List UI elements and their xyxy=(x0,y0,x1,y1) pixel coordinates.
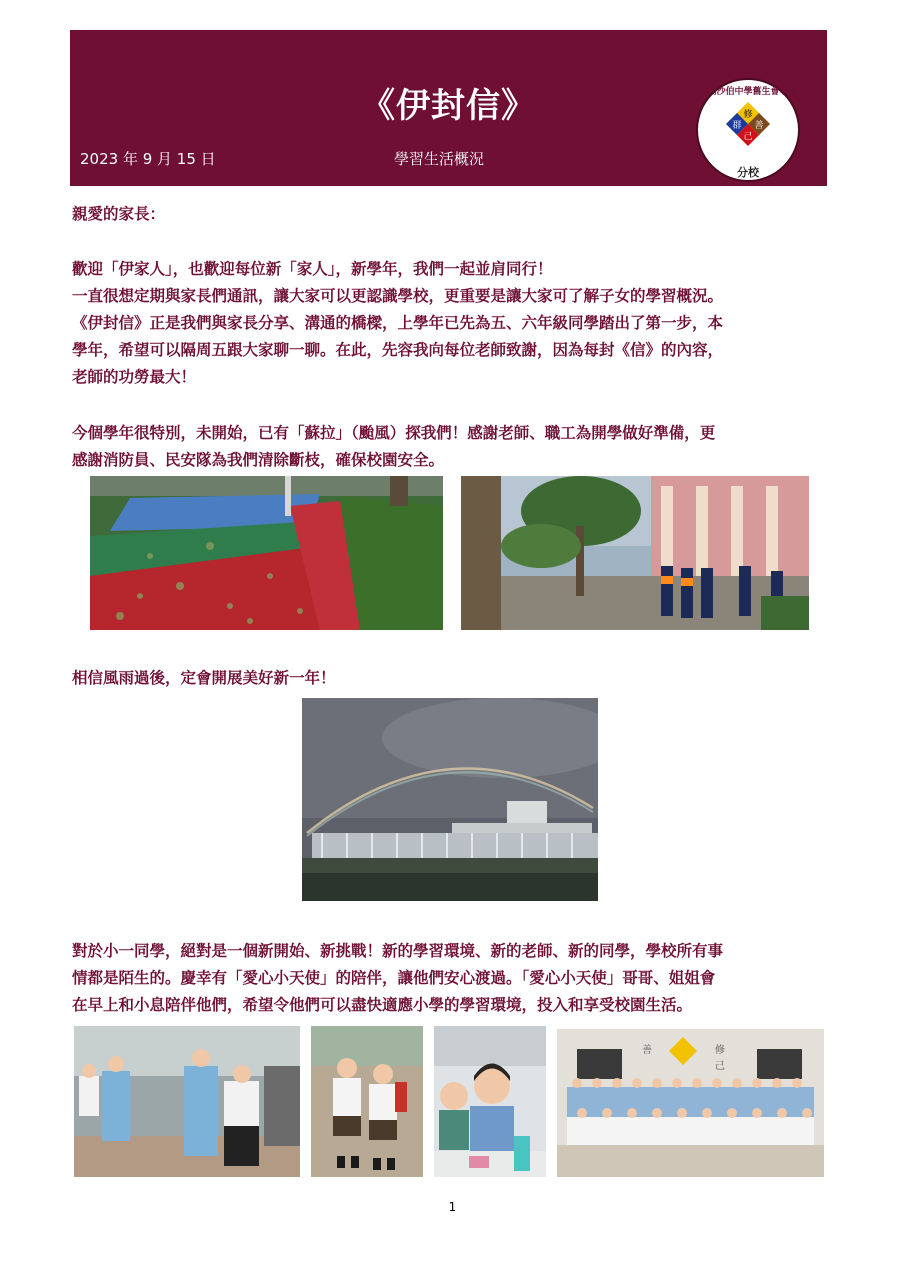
issue-date: 2023 年 9 月 15 日 xyxy=(80,150,216,168)
school-logo xyxy=(696,78,800,182)
paragraph-line: 老師的功勞最大！ xyxy=(72,368,197,386)
photo-group-class xyxy=(557,1029,824,1177)
paragraph-line: 《伊封信》正是我們與家長分享、溝通的橋樑，上學年已先為五、六年級同學踏出了第一步，本 xyxy=(72,314,724,332)
photo-angels-escorting xyxy=(74,1026,300,1177)
svg-text:群: 群 xyxy=(732,121,742,131)
svg-text:善: 善 xyxy=(754,121,764,131)
welcome-paragraph xyxy=(72,256,832,391)
svg-text:己: 己 xyxy=(743,132,753,142)
paragraph-line: 今個學年很特別，未開始，已有「蘇拉」（颱風）探我們！感謝老師、職工為開學做好準備，更 xyxy=(72,424,716,442)
group-sign-char: 善 xyxy=(642,1045,652,1056)
paragraph-line: 歡迎「伊家人」，也歡迎每位新「家人」，新學年，我們一起並肩同行！ xyxy=(72,260,553,278)
paragraph-line: 感謝消防員、民安隊為我們清除斷枝，確保校園安全。 xyxy=(72,451,445,469)
paragraph-line: 在早上和小息陪伴他們，希望令他們可以盡快適應小學的學習環境，投入和享受校園生活。 xyxy=(72,996,693,1014)
photo-student-classroom xyxy=(434,1026,546,1177)
logo-ring-text: 伊利沙伯中學舊生會小學 xyxy=(698,87,798,97)
group-sign-char: 修 xyxy=(715,1045,725,1056)
svg-text:修: 修 xyxy=(743,110,753,120)
paragraph-line: 情都是陌生的。慶幸有「愛心小天使」的陪伴，讓他們安心渡過。「愛心小天使」哥哥、姐姐會 xyxy=(72,969,716,987)
paragraph-line: 學年，希望可以隔周五跟大家聊一聊。在此，先容我向每位老師致謝，因為每封《信》的內容， xyxy=(72,341,724,359)
paragraph-line: 一直很想定期與家長們通訊，讓大家可以更認識學校，更重要是讓大家可了解子女的學習概況。 xyxy=(72,287,724,305)
logo-branch-text: 分校 xyxy=(737,166,759,179)
page-number: 1 xyxy=(448,1200,457,1214)
photo-new-students xyxy=(311,1026,423,1177)
issue-subtitle: 學習生活概況 xyxy=(394,150,485,168)
photo-firefighters-clearing xyxy=(461,476,809,630)
greeting: 親愛的家長： xyxy=(72,205,166,223)
group-sign-char: 己 xyxy=(715,1061,725,1072)
newsletter-title: 《伊封信》 xyxy=(361,86,536,126)
paragraph-line: 對於小一同學，絕對是一個新開始、新挑戰！新的學習環境、新的老師、新的同學，學校所有事 xyxy=(72,942,724,960)
typhoon-paragraph xyxy=(72,420,832,474)
p1-students-paragraph xyxy=(72,938,832,1019)
photo-typhoon-playground xyxy=(90,476,443,630)
hope-paragraph: 相信風雨過後，定會開展美好新一年！ xyxy=(72,669,336,687)
header-banner xyxy=(70,30,827,186)
photo-rainbow xyxy=(302,698,598,901)
